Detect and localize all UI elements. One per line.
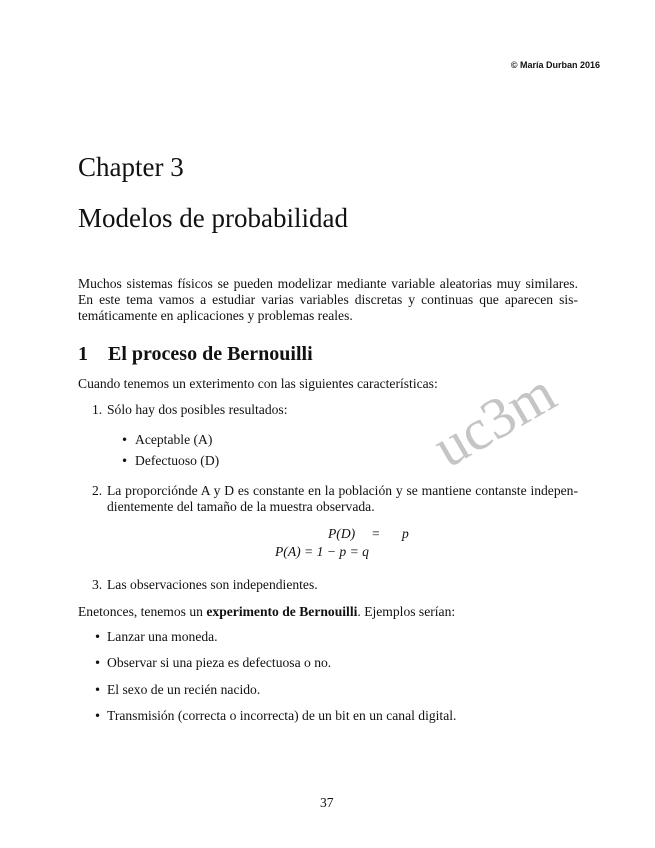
bullet-icon: • bbox=[94, 683, 102, 697]
equation-1-rhs: p bbox=[402, 526, 409, 541]
list-item-2-line-1: La proporciónde A y D es constante en la población y se mantiene contanste indepen- bbox=[107, 483, 578, 498]
conclusion-bold-term: experimento de Bernouilli bbox=[206, 604, 358, 619]
example-item: Lanzar una moneda. bbox=[107, 629, 218, 644]
list-item-1-number: 1. bbox=[92, 402, 103, 417]
section-heading bbox=[78, 343, 313, 366]
lead-text: Cuando tenemos un exterimento con las siguientes características: bbox=[78, 376, 438, 391]
intro-line-2: En este tema vamos a estudiar varias variables discretas y continuas que aparecen sis- bbox=[78, 292, 578, 307]
list-item-2-line-2: dientemente del tamaño de la muestra observada. bbox=[107, 499, 375, 514]
equation-2: P(A) = 1 − p = q bbox=[275, 544, 369, 559]
equation-1-equals: = bbox=[372, 526, 380, 541]
example-item: Observar si una pieza es defectuosa o no. bbox=[107, 655, 332, 670]
sub-item-defectuoso: Defectuoso (D) bbox=[135, 453, 220, 468]
chapter-title: Modelos de probabilidad bbox=[78, 203, 348, 233]
list-item-2-number: 2. bbox=[92, 483, 103, 498]
section-title: El proceso de Bernouilli bbox=[108, 343, 313, 365]
section-number: 1 bbox=[78, 343, 88, 365]
example-item: Transmisión (correcta o incorrecta) de un bit en un canal digital. bbox=[107, 708, 457, 723]
bullet-icon: • bbox=[94, 656, 102, 670]
sub-item-aceptable: Aceptable (A) bbox=[135, 432, 213, 447]
conclusion-pre: Enetonces, tenemos un bbox=[78, 604, 207, 619]
watermark-uc3m: uc3m bbox=[422, 359, 567, 480]
intro-line-3: temáticamente en aplicaciones y problemas reales. bbox=[78, 308, 353, 323]
conclusion-post: . Ejemplos serían: bbox=[357, 604, 456, 619]
example-item: El sexo de un recién nacido. bbox=[107, 682, 261, 697]
bullet-icon: • bbox=[121, 454, 129, 468]
list-item-3-text: Las observaciones son independientes. bbox=[107, 577, 318, 592]
copyright-header: © María Durban 2016 bbox=[510, 60, 600, 70]
list-item-1-text: Sólo hay dos posibles resultados: bbox=[107, 402, 288, 417]
bullet-icon: • bbox=[121, 433, 129, 447]
conclusion-text bbox=[78, 604, 455, 620]
equation-1-lhs: P(D) bbox=[328, 526, 356, 541]
list-item-3-number: 3. bbox=[92, 577, 103, 592]
bullet-icon: • bbox=[94, 630, 102, 644]
chapter-label: Chapter 3 bbox=[78, 152, 184, 182]
bullet-icon: • bbox=[94, 709, 102, 723]
intro-line-1: Muchos sistemas físicos se pueden modelizar mediante variable aleatorias muy similares. bbox=[78, 276, 578, 291]
page-number: 37 bbox=[320, 795, 334, 810]
